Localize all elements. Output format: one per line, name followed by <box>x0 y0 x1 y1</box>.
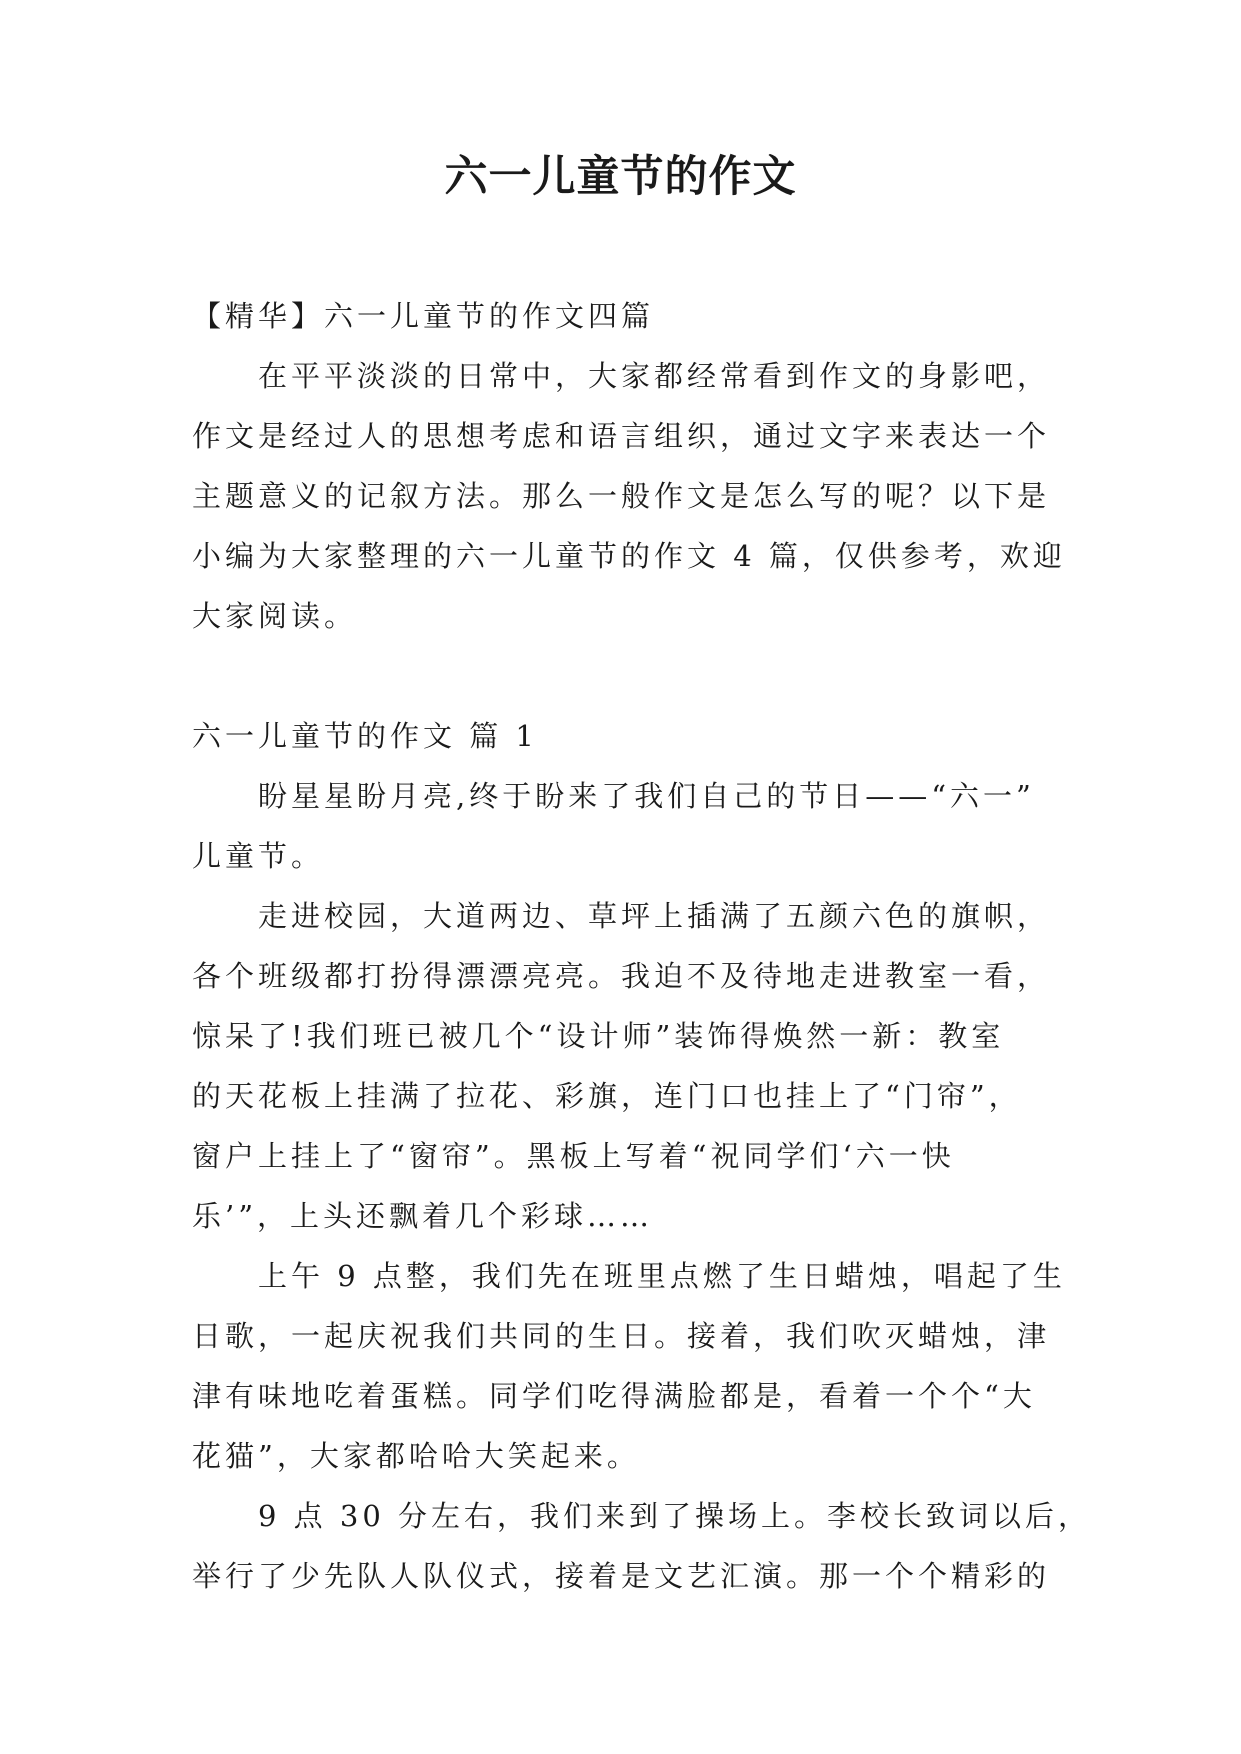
text-line: 津有味地吃着蛋糕。同学们吃得满脸都是，看着一个个“大 <box>192 1379 1036 1413</box>
text-line: 作文是经过人的思想考虑和语言组织，通过文字来表达一个 <box>192 419 1051 453</box>
paragraph-gap <box>192 646 1058 706</box>
text-line: 主题意义的记叙方法。那么一般作文是怎么写的呢？以下是 <box>192 479 1051 513</box>
text-line: 盼星星盼月亮,终于盼来了我们自己的节日——“六一” <box>258 779 1035 813</box>
text-line: 儿童节。 <box>192 839 325 873</box>
text-line: 【精华】六一儿童节的作文四篇 <box>192 299 655 333</box>
text-line: 窗户上挂上了“窗帘”。黑板上写着“祝同学们‘六一快 <box>192 1139 955 1173</box>
text-line: 举行了少先队人队仪式，接着是文艺汇演。那一个个精彩的 <box>192 1559 1051 1593</box>
text-line: 走进校园，大道两边、草坪上插满了五颜六色的旗帜， <box>258 899 1051 933</box>
text-line: 的天花板上挂满了拉花、彩旗，连门口也挂上了“门帘”， <box>192 1079 1022 1113</box>
text-line: 乐’”，上头还飘着几个彩球…… <box>192 1199 654 1233</box>
text-line: 六一儿童节的作文 篇 1 <box>192 719 538 753</box>
text-line: 上午 9 点整，我们先在班里点燃了生日蜡烛，唱起了生 <box>258 1259 1066 1293</box>
text-line: 在平平淡淡的日常中，大家都经常看到作文的身影吧， <box>258 359 1051 393</box>
text-line: 9 点 30 分左右，我们来到了操场上。李校长致词以后， <box>258 1499 1092 1533</box>
text-line: 各个班级都打扮得漂漂亮亮。我迫不及待地走进教室一看， <box>192 959 1051 993</box>
document-body <box>192 286 1092 1606</box>
text-line: 惊呆了!我们班已被几个“设计师”装饰得焕然一新：教室 <box>192 1019 1005 1053</box>
document-title: 六一儿童节的作文 <box>444 152 797 202</box>
text-line: 花猫”，大家都哈哈大笑起来。 <box>192 1439 640 1473</box>
text-line: 日歌，一起庆祝我们共同的生日。接着，我们吹灭蜡烛，津 <box>192 1319 1051 1353</box>
text-line: 大家阅读。 <box>192 599 358 633</box>
text-line: 小编为大家整理的六一儿童节的作文 4 篇，仅供参考，欢迎 <box>192 539 1066 573</box>
